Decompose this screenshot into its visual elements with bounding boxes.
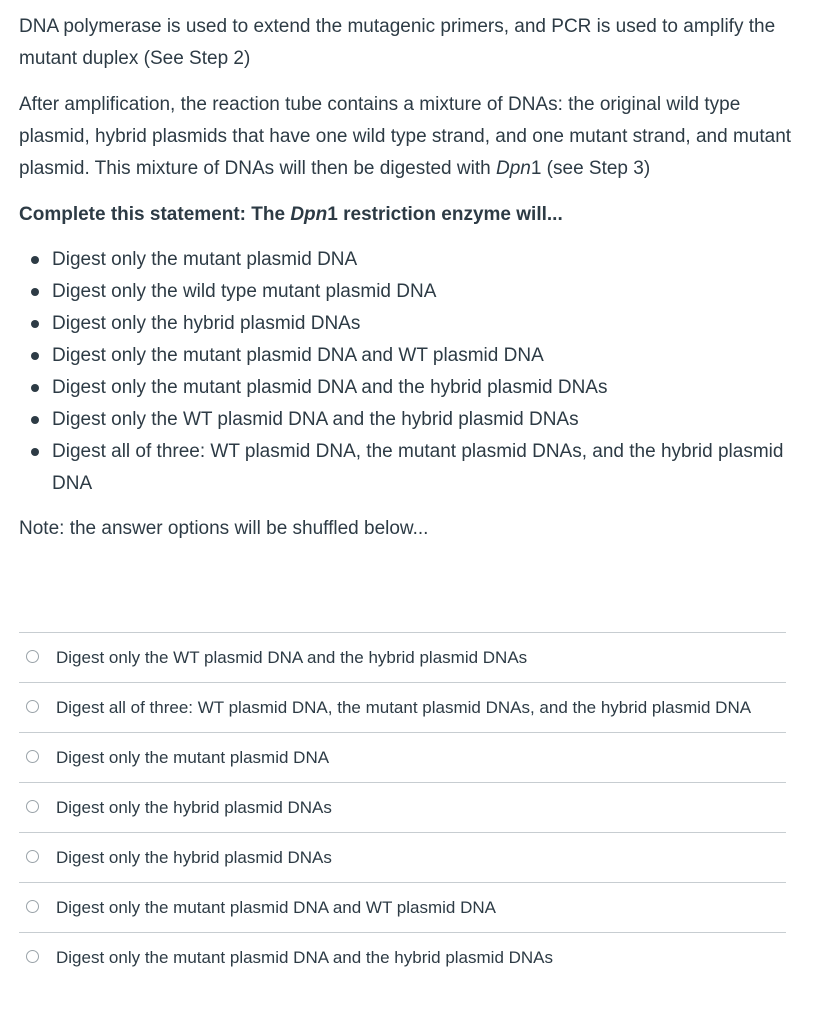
answer-label[interactable]: Digest only the WT plasmid DNA and the hybrid plasmid DNAs: [56, 648, 528, 667]
answer-label[interactable]: Digest only the hybrid plasmid DNAs: [56, 798, 332, 817]
paragraph-2-text-end: 1 (see Step 3): [530, 158, 651, 179]
radio-button[interactable]: [26, 650, 39, 663]
answer-option[interactable]: [19, 932, 786, 982]
answer-option[interactable]: [19, 782, 786, 832]
question-paragraph-1: DNA polymerase is used to extend the mutagenic primers, and PCR is used to amplify the mutant duplex (See Step 2): [19, 16, 776, 69]
shuffle-note: Note: the answer options will be shuffled below...: [19, 518, 429, 539]
bullet-text: Digest only the WT plasmid DNA and the hybrid plasmid DNAs: [52, 409, 579, 430]
answer-label[interactable]: Digest only the hybrid plasmid DNAs: [56, 848, 332, 867]
question-paragraph-2: [19, 89, 794, 185]
bullet-text: Digest only the mutant plasmid DNA and WT plasmid DNA: [52, 345, 544, 366]
bullet-dot-icon: [31, 352, 39, 360]
bullet-text: Digest only the wild type mutant plasmid DNA: [52, 281, 437, 302]
answer-label[interactable]: Digest only the mutant plasmid DNA: [56, 748, 330, 767]
bullet-item: [52, 276, 794, 308]
bullet-text: Digest only the hybrid plasmid DNAs: [52, 313, 361, 334]
radio-button[interactable]: [26, 900, 39, 913]
bullet-item: [52, 372, 794, 404]
question-text: [19, 11, 794, 545]
bullet-item: [52, 244, 794, 276]
bullet-dot-icon: [31, 384, 39, 392]
bullet-dot-icon: [31, 288, 39, 296]
answer-option[interactable]: [19, 832, 786, 882]
bullet-text: Digest all of three: WT plasmid DNA, the mutant plasmid DNAs, and the hybrid plasmid DNA: [52, 441, 784, 494]
bullet-text: Digest only the mutant plasmid DNA: [52, 249, 358, 270]
answer-option[interactable]: [19, 732, 786, 782]
bullet-item: [52, 436, 794, 500]
bullet-item: [52, 404, 794, 436]
answer-label[interactable]: Digest only the mutant plasmid DNA and WT plasmid DNA: [56, 898, 496, 917]
question-prompt: [19, 199, 794, 231]
answer-list: [19, 632, 786, 982]
answer-label[interactable]: Digest all of three: WT plasmid DNA, the mutant plasmid DNAs, and the hybrid plasmid DNA: [56, 698, 752, 717]
answer-option[interactable]: [19, 682, 786, 732]
bullet-dot-icon: [31, 416, 39, 424]
prompt-text-end: 1 restriction enzyme will...: [327, 204, 563, 225]
radio-button[interactable]: [26, 950, 39, 963]
options-bullet-list: [19, 244, 794, 500]
bullet-dot-icon: [31, 256, 39, 264]
radio-button[interactable]: [26, 800, 39, 813]
prompt-text: Complete this statement: The: [19, 204, 291, 225]
paragraph-2-text: After amplification, the reaction tube contains a mixture of DNAs: the original wild type plasmid, hybrid plasmids that have one wild type strand, and one mutant strand, and mutant plasmid. This mixture of DNAs will then be digested with: [19, 94, 792, 179]
bullet-dot-icon: [31, 320, 39, 328]
bullet-text: Digest only the mutant plasmid DNA and the hybrid plasmid DNAs: [52, 377, 608, 398]
answer-option[interactable]: [19, 632, 786, 682]
bullet-dot-icon: [31, 448, 39, 456]
answer-label[interactable]: Digest only the mutant plasmid DNA and the hybrid plasmid DNAs: [56, 948, 554, 967]
answer-option[interactable]: [19, 882, 786, 932]
prompt-enzyme-italic: Dpn: [290, 204, 328, 225]
radio-button[interactable]: [26, 750, 39, 763]
radio-button[interactable]: [26, 850, 39, 863]
enzyme-name-italic: Dpn: [495, 158, 531, 179]
radio-button[interactable]: [26, 700, 39, 713]
bullet-item: [52, 308, 794, 340]
bullet-item: [52, 340, 794, 372]
